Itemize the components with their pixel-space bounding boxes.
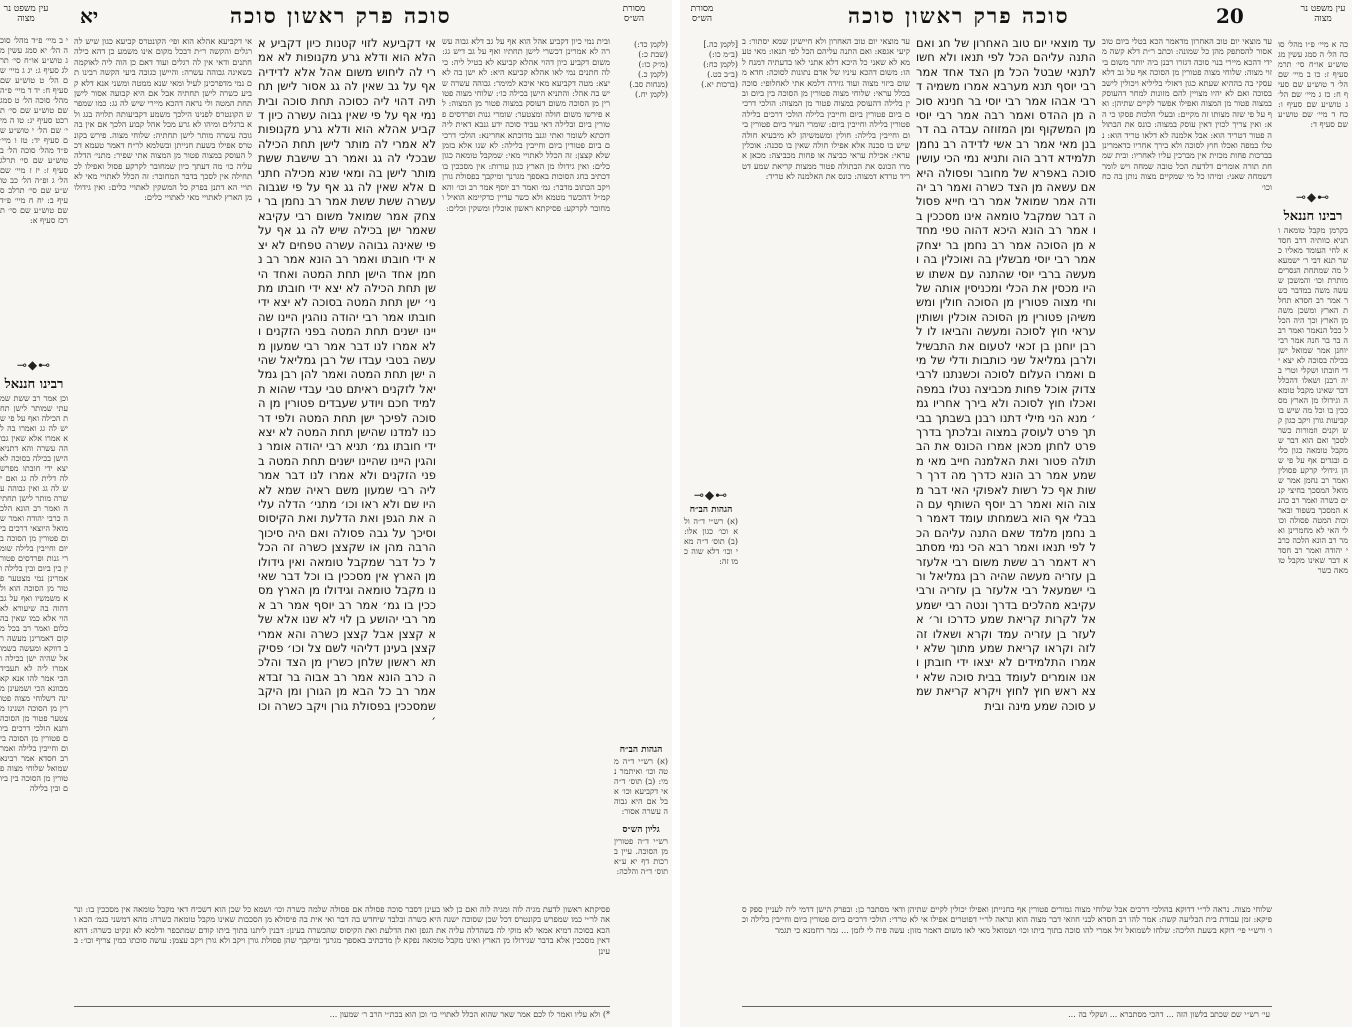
right-bottom-commentary	[742, 904, 1272, 1004]
left-bottom-commentary-text: פסיקתא ראשון לדעת מגיה לוה ומגיה לוה ואם כן לאו בעינן דסבר סוכה פסולה אם פסולה שלמה כשרה וכו׳ ושמא כל שכן הוא דשכיח דאי מקבל טומאה אין מסככין בו: ונראה לר״י כמו שמפרש בקונטרס דכל שכן שסוכה ישנה היא כשרה ובלבד שיחדש בה דבר ואי אית בה פיסולא מן הסככות שאינו מקבל טומאה כשרה: מהא דמשני בגמ׳ הכא והכא בסוכה דמיא אמאי לא מוקי לה בשהדלה עליה את הגפן ואת הדלעת ואת הקיסוס שהכשרה בעינן: דבנין ליתנו בתוך ביתו קודם שמתכפר ודלמא לא ונקיט כשרה: דהא דאין מסככין אלא בדבר שגידולו מן הארץ ואינו מקבל טומאה נפקא לן מדכתיב באספך מגרנך ומיקבך שהן פסולת גורן ויקב ולא גורן ויקב עצמן: עושה סוכתו כמין צריף וכו׳: בעינן	[71, 904, 610, 956]
right-rabbeinu-chananel-column	[1275, 204, 1348, 1004]
right-folio-number: 20	[1216, 4, 1244, 28]
right-rashi-column	[739, 36, 910, 898]
left-folio-number: יא	[80, 4, 99, 28]
right-hagahot-habach	[681, 500, 738, 610]
left-mesorat-hashas-notes	[614, 40, 668, 370]
left-gemara-text: אי דקביעא לזוי קטנות כיון דקביע אהלא הוא ודלא גרע מקנופות לא אמרי לה ליחוש משום אהל אלא לדידיה אף על גב שאין לה גג אסור לישן תחתיה דהוי ליה כסוכה תחת סוכה ובית נמי אף על פי שאין גבוה עשרה כיון דקביע אהלא הוא ודלא גרע מקנופות לא אמרי לה מותר לישן תחת הכילה שבכלי לה גג ואמר רב שישבת ששת מותר לישן בה ומאי שנא מכילה חתנים אלא שאין לה גג אף על פי שגבוה עשרה ששת ששת אמר רב נחמן בר יצחק אמר שמואל משום רבי עקיבא שאמר ישן בכילה שיש לה גג אף על פי שאינה גבוהה עשרה טפחים לא יצא ידי חובתו ואמר רב הונא אמר רב נחמן אחד הישן תחת המטה ואחד הישן תחת הכילה לא יצא ידי חובתו מתני׳ ישן תחת המטה בסוכה לא יצא ידי חובתו אמר רבי יהודה נוהגין היינו שהיינו ישנים תחת המטה בפני הזקנים ולא אמרו לנו דבר אמר רבי שמעון מעשה בטבי עבדו של רבן גמליאל שהיה ישן תחת המטה ואמר להן רבן גמליאל לזקנים ראיתם טבי עבדי שהוא תלמיד חכם ויודע שעבדים פטורין מן הסוכה לפיכך ישן תחת המטה ולפי דרכנו למדנו שהישן תחת המטה לא יצא ידי חובתו גמ׳ תניא רבי יהודה אומר נוהגין היינו שהיינו ישנים תחת המטה בפני הזקנים ולא אמרו לנו דבר אמר ליה רבי שמעון משם ראיה שמא לא היו שם ולא ראו וכו׳ מתני׳ הדלה עליה את הגפן ואת הדלעת ואת הקיסוס וסיכך על גבה פסולה ואם היה סיכוך הרבה מהן או שקצצן כשרה זה הכלל כל דבר שמקבל טומאה ואין גידולו מן הארץ אין מסככין בו וכל דבר שאינו מקבל טומאה וגידולו מן הארץ מסככין בו גמ׳ אמר רב יוסף אמר רב אמר רבי יהושע בן לוי לא שנו אלא שלא קצצן אבל קצצן כשרה והא אמרי קצצן בעינן דליהוי לשם צל וכו׳ פסיקתא ראשון שלחן כשרין מן הצד והלכה כרב הונא אמר רב אבוה בר זבדא אמר רב כל הבא מן הגורן ומן היקב שמסככין בפסולת גורן ויקב כשרה וכו׳	[254, 36, 436, 728]
left-tosafot-column	[71, 36, 252, 898]
right-ein-mishpat-text: כה א מיי׳ פ״ו מהל׳ סוכה הל׳ ה סמג עשין מג טוש״ע או״ח סי׳ תרמ סעיף ז: כו ב מיי׳ שם הל׳ ד טוש״ע שם סעיף ח: כז ג מיי׳ שם הל׳ ג טוש״ע שם סעיף ו: כח ד מיי׳ שם טוש״ע שם סעיף ד:	[1275, 40, 1348, 129]
left-tosafot-text: אי דקביעא אהלא הוא ופי׳ הקונטרס קביעא כגון שיש לה רגלים והקשה ר״ת דבכל מקום אינו משמע כן דהא כילה חתנים ודאי אין לה רגלים ועוד דאם כן הוה ליה לאוקמה בשאינה גבוהה עשרה: והיישן כגובה ביעי הקשה רבינו תם נמי מדפרכינן לעיל ומאי שנא ממטה ומשני אנא דלא קביע כשרה לישן תחתיה אבל אם היא קבועה אסור לישן תחת המטה ולי נראה דהכא מיירי שיש לה גג: כמו שמפרש הקונטרס לפנינו הילכך משמע דקביעותה תלויה בגג ולא ברגלים ומיהו לא גרע מכל אהל קבוע הלכך אם אין בה גובה עשרה מותר לישן תחתיה: שלוחי מצוה. פירש בקונטרס אפילו בשעת חנייתן ובשלמא לר״ח דאמר טעמא דכל העוסק במצוה פטור מן המצוה אתי שפיר: מתני׳ הדלה עליה כו׳ מה דעתך כיון שמחובר לקרקע פסול ואפילו לכתחילה אין לסכך בדבר המחובר: זה הכלל לאתויי מאי לאתויי הא דתנן בפרק כל המשקין לאתויי כלים: ואין גידולו מן הארץ לאתויי מאי לאתויי כלים:	[71, 36, 252, 203]
right-tosafot-text: עד מוצאי יום טוב האחרון מדאמר הכא בטלי ביום טוב אסור להסתפק מהן כל שמונה: וכתב ר״ת דלא קשה מידי דהכא מיירי בנוי סוכה דגזרו רבנן ביה יותר משום ביזוי מצוה: שלוחי מצוה פטורין מן הסוכה אף על גב דלא עסקי בה בההיא שעתא כגון דאזלי בליליא ויכולין לישב בסוכה ואם לא יהיו מצויין להם מזונות למחר דהעוסק במצוה פטור מן המצוה ואפילו אפשר לקיים שתיהן: ואף על פי שזה מצותו זה מקיים: ובעלי הלכות פסקו כי הא: ואין צריך לכוין דאין עוסק במצוה: כונס את הבתולה פטור דטריד הוא: אבל אלמנה לא דלאו טריד הוא: נטלו במפה ואכלו חוץ לסוכה ולא בירך אחריו כדאמרינן בברכות פחות מכזית אין מברכין עליו לאחריו: ובית שמחת תורה אומרים דלדעת הכל טובה שמחה ויש לומר דשמחה שאני: ומיהו כל מי שמקיים מצוה נותן בה כח וכו׳	[1099, 36, 1272, 192]
left-footnote-rule	[74, 1006, 610, 1007]
left-page-header	[0, 0, 672, 34]
right-mesorat-hashas-heading: מסורת הש״ס	[690, 4, 714, 24]
left-ein-mishpat-column	[0, 36, 68, 356]
right-tosafot-column	[1099, 36, 1272, 898]
right-rabbeinu-chananel-text: בקרמן מקבל טומאה ותניא כוותיה דרב חסדא לחי העומד מאליו כשר תנא דבי ר׳ ישמעאל מה שמתחת הנסרים מותרת וכו׳ והמשכן שעשה משה במדבר כשר אמר רב חסדא תחלת הארץ ומשכן משה מן הארץ וכך היה הכלל ככל הנאמר ואמר רבה בר בר חנה אמר רבי יוחנן אמר שמואל ישן בכילה בסוכה לא יצא ידי חובתו ושקלי וטרי ביה רבנן ושאלו דהכלל דבר שאינו מקבל טומאה וגידולו מן הארץ מסככין בו וכל מה שיש בו קביעות גורן ויקב כגון קש וקנים וזמורות כשר לסכך ואם הוא דבר שמקבל טומאה כגון כלים ובגדים אף על פי שהן גידולי קרקע פסולין ואמר רב נחמן אמר שמואל המסכך בחיצי קנים כשרה ואמר רב כהנא המסכך בשפוד ובארוכות המטה פסולה וכולי האי לא מחמרינן ואמר רב הונא הלכה כרבי יהודה ואמר רב חסדא דבר שאינו מקבל טומאה כשר	[1275, 226, 1348, 575]
right-rabbeinu-chananel-title: רבינו חננאל	[1283, 209, 1343, 224]
left-page	[0, 0, 672, 1027]
right-running-head: סוכה פרק ראשון סוכה	[848, 3, 1070, 28]
right-hagahot-text: (א) רש״י ד״ה ולא וכו׳ כגון אלו: (ב) תוס׳ ד״ה מאי וכו׳ דלא שוה כמו זה:	[681, 517, 738, 566]
left-ein-mishpat-text: י ב מיי׳ פ״ד מהל׳ סוכה הל׳ יא סמג עשין מג טוש״ע או״ח סי׳ תרלג סעיף ג: יג ג מיי׳ שם הל׳ ט טוש״ע שם סעיף ח: יד ד מיי׳ פ״ה מהל׳ סוכה הל׳ ט סמג שם טוש״ע שם סי׳ תרכט סעיף יג: טו ה מיי׳ שם הל׳ י טוש״ע שם סעיף יד: טז ו מיי׳ פ״ד מהל׳ סוכה הל׳ ב טוש״ע שם סי׳ תרלג סעיף ז: יז ז מיי׳ שם הל׳ ג ופ״ה הל׳ כב טוש״ע שם סי׳ תרלב סעיף ב: יח ח מיי׳ פ״ד שם טוש״ע שם סי׳ תרכז סעיף א:	[0, 36, 68, 225]
right-page-header	[680, 0, 1352, 34]
left-rabbeinu-chananel-text: וכן אמר רב ששת שמעתי שמותר לישן תחת הכילה ואף על פי שיש לה גג ואמרו בה לא אמרו אלא שאין גבוהה עשרה והא דתניא הישן בכילה בסוכה לא יצא ידי חובתו מפרש לה דלית לה גג ואם יש לה גג ואין גבוהה עשרה מותר לישן תחתיה ואמר רב הונא הלכה כרבי יהודה ואמר שמואל היוצאי דרכים ביום פטורין מן הסוכה ביום וחייבין בלילה שומרי גנות ופרדסים פטורין בין ביום ובין בלילה ואמרינן נמי מצטער פטור מן הסוכה הוא ולא משמשיו ואף על גב דהוה בה שיעורא לא הוי אלא כמו שאין בה כלום ואמר רב בכל מקום דאמרינן מעשה רב דווקא ומעשה בשמואל שהיה ישן בכילה ואמרו ליה לא תעביד הכי אמר להו אנא קא מכוונא הכי ושמעינן מינה דשלוחי מצוה פטורין מן הסוכה ושנינו מצטער פטור מן הסוכה ותנא הולכי דרכים ביום פטורין מן הסוכה ביום וחייבין בלילה ואמר רב חסדא אמר רבינא שמואל שלוחי מצוה פטורין מן הסוכה בין ביום ובין בלילה	[0, 394, 68, 793]
left-running-head: סוכה פרק ראשון סוכה	[230, 3, 452, 28]
left-footnote: *) ולא עליו ואמר לו לכם אמר שאר שהוא הכלל לאתויי כו׳ וכן הוא בכת״י הרב ר׳ שמעון ...	[329, 1010, 610, 1019]
left-hagahot-habach	[611, 740, 668, 816]
right-rashi-text: עד מוצאי יום טוב האחרון ולא חיישינן שמא יסתור: בקיעי אגפא: ואם התנה עליהם הכל לפי תנאו: מאי טעמא לא שאני כל היכא דלא אתני לאו בדעתיה דמנח להו: משום דהכא עיניו של אדם נתונות לסוכה: חדא משום ביזוי מצוה ועוד גזירה דלמא אתי לאחלופי: סוכה בכלל עראי: שלוחי מצוה פטורין מן הסוכה בין ביום ובין בלילה דהעוסק במצוה פטור מן המצוה: הולכי דרכים ביום פטורין ביום וחייבין בלילה הולכי דרכים בלילה פטורין בלילה וחייבין ביום: שומרי העיר ביום פטורין ביום וחייבין בלילה: חולין ומשמשיהן לא מיבעיא חולה שיש בו סכנה אלא אפילו חולה שאין בו סכנה: אוכלין עראי: אכילת עראי כביצה או פחות מכביצה: מכאן אמרו הכונס את הבתולה פטור ממצות קריאת שמע דטריד טרדא דמצוה: כונס את האלמנה לא טריד:	[739, 36, 910, 182]
left-gemara-column	[254, 36, 436, 898]
left-gilyon-title: גליון הש״ס	[622, 825, 660, 835]
left-hagahot-text: (א) רש״י ד״ה מטה וכו׳ ואיתמר נמי: (ב) תוס׳ ד״ה אי דקביעא וכו׳ אבל אם היא גבוהה עשרה אסור:	[611, 757, 668, 816]
right-page	[680, 0, 1352, 1027]
left-ornament-divider: ⊸◆⊷	[16, 358, 52, 372]
right-ornament-divider: ⊸◆⊷	[693, 488, 729, 502]
left-gilyon-text: רש״י ד״ה פטורין מן הסוכה. עיין ברכות דף יא ע״א תוס׳ ד״ה והלכה:	[611, 837, 668, 876]
left-mesorat-hashas-heading: מסורת הש״ס	[622, 4, 646, 24]
right-gemara-column	[912, 36, 1096, 898]
left-hagahot-title: הגהות הב״ח	[619, 745, 663, 755]
right-ein-mishpat-heading: עין משפט נר מצוה	[1300, 4, 1346, 24]
left-rabbeinu-chananel-title: רבינו חננאל	[4, 377, 64, 392]
left-bottom-commentary	[71, 904, 610, 1004]
right-footnote-rule	[742, 1006, 1272, 1007]
right-ornament-divider-2: ⊸◆⊷	[1295, 190, 1331, 204]
right-hagahot-title: הגהות הב״ח	[689, 505, 733, 515]
right-mesorat-hashas-notes	[684, 40, 738, 400]
right-ein-mishpat-column	[1275, 40, 1348, 186]
left-ein-mishpat-heading: עין משפט נר מצוה	[3, 4, 49, 24]
left-rashi-text: ובית נמי כיון דקביע אהל הוא אף על גב דלא גבוה עשרה לא אמרינן דכשרי לישן תחתיו ואף על גב דיש גג: משום דקביע כיון דהוי אהלא קביעא לא בטיל ליה: כילה חתנים נמי לאו אהלא קביעא היא: לא ישן בה לא יצא: מטה דקביעא מאי איכא למימר: גבוהה עשרה שיש בה אהל: והתניא הישן בכילה כו׳: שלוחי מצוה פטורין מן הסוכה משום דעוסק במצוה פטור מן המצוה: לא פירשו משום חולה ומצטער: שומרי גנות ופרדסים פטורין ביום ובלילה דאי עביד סוכה ידע גנבא דאית ליה דוכתא לשומר ואתי וגנב מדוכתא אחרינא: הולכי דרכים ביום פטורין ביום וחייבין בלילה: לא שנו אלא בזמן שלא קצצן: זה הכלל לאתויי מאי: שמקבל טומאה כגון כלים: ואין גידולו מן הארץ כגון עורות: אין מסככין בו דכתיב בחג הסוכות באספך מגרנך ומיקבך בפסולת גורן ויקב הכתוב מדבר: גמ׳ ואמר רב יוסף אמר רב וכו׳ והא קמ״ל דהכשר מטמא ולא כשר עדיין כדקיימא הואיל ומחובר לקרקע: פסיקתא ראשון אוכלין ומשקין וכלים:	[439, 36, 610, 213]
left-gilyon-hashas	[611, 820, 668, 910]
right-bottom-commentary-text: שלוחי מצוה. נראה לר״י דדוקא בהולכי דרכים אבל שלוחי מצוה גמורים פטורין אף בחנייתן ואפילו יכולין לקיים שתיהן ודאי מסתבר כן: ובפרק הישן דדמי ליה לעניין ספק ספיקא: זמן עבודת בית הבליעה קשה: אמר להו רב חסדא לבני חוזאי דבר מצוה הוא ונראה לר״י דפוטרים אפילו אי לא טרדי: הולכי דרכים ביום פטורין ביום וחייבין בלילה וכו׳ ורש״י פי׳ דוקא בשעת הליכה: שלחו לשמואל זיל אמרי להו סוכה בתוך ביתו וכו׳ ושמואל מאי לאו משום דאמר מזון: עשה פיה לי לזמן ... גמר רחמנא כי תגמר	[742, 904, 1272, 935]
left-rashi-column	[439, 36, 610, 898]
right-mesorat-hashas-text: [לקמן כה.] (ב״מ כו:) (לקמן כח:) (ב״ב כט.) (ברכות יא.)	[701, 40, 738, 89]
left-rabbeinu-chananel-column	[0, 372, 68, 1012]
right-gemara-text: עד מוצאי יום טוב האחרון של חג ואם התנה עליהם הכל לפי תנאו ולא חשו לתנאי שבטל הכל מן הצד אחד אמר רבי יוסף תנא מערבא אמרו משמיה דרבי אבהו אמר רבי יוסי בר חנינא סוכה מן ההדס ואמר רבה אמר רבי יוסי מן המשקוף ומן המזוזה עבדה בה דרבנן מאי אמר רב אשי לדידה רב נחמן תלמידא דרב הוה ותניא נמי הכי עושין סוכה באפרא של מחובר ופסולה היא אם עשאה מן הצד כשרה ואמר רב יהודה אמר שמואל אמר רבי חייא פסולה דבר שמקבל טומאה אינו מסככין בו אמר רב הונא היכא דהוה טפי מחדא מן הסוכה אמר רב נחמן בר יצחק אמר רבי יוסי מבשלין בה ואוכלין בה ומעשה ברבי יוסי שהתנה עם אשתו שהיו מכסין את הכלי ומכניסין אותה שלוחי מצוה פטורין מן הסוכה חולין ומשמשיהן פטורין מן הסוכה אוכלין ושותין עראי חוץ לסוכה ומעשה והביאו לו לרבן יוחנן בן זכאי לטעום את התבשיל ולרבן גמליאל שני כותבות ודלי של מים ואמרו העלום לסוכה וכשנתנו לרבי צדוק אוכל פחות מכביצה נטלו במפה ואכלו חוץ לסוכה ולא בירך אחריו גמ׳ מנא הני מילי דתנו רבנן בשבתך בביתך פרט לעוסק במצוה ובלכתך בדרך פרט לחתן מכאן אמרו הכונס את הבתולה פטור ואת האלמנה חייב מאי משמע אמר רב הונא כדרך מה דרך רשות אף כל רשות לאפוקי האי דבר מצוה הוא ואמר רב יוסף השותף עם הבבלי אף הוא בשמחתו עומד דאמר רב נחמן מלמד שאם התנה עליהם הכל לפי תנאו ואמר רבא הכי נמי מסתברא דאמר רב ששת משום רבי אלעזר בן עזריה מעשה שהיה רבן גמליאל ורבי ישמעאל רבי אלעזר בן עזריה ורבי עקיבא מהלכים בדרך ונטה רבי ישמעאל לקרות קריאת שמע כדרכו ור׳ אלעזר בן עזריה עמד וקרא ושאלו זה לזה וקראו קריאת שמע מתוך שלא יאמרו התלמידים לא יצאו ידי חובתן ואנו אומרים לעומד בבית סוכה שלא יצא ראש חוץ לחוץ ויקרא קריאת שמע סוכה שמע מינה ובית	[912, 36, 1096, 713]
left-mesorat-hashas-text: (לקמן כד:) (שבת כ:) (מ״ק כו:) (לקמן כ.) (מנחות סב.) (לקמן יח.)	[629, 40, 668, 99]
book-gutter	[672, 0, 680, 1027]
right-footnote: עי׳ רש״י שם שכתב בלשון הזה ... דהכי מסתברא ... ושקלי בה ...	[1068, 1010, 1270, 1019]
